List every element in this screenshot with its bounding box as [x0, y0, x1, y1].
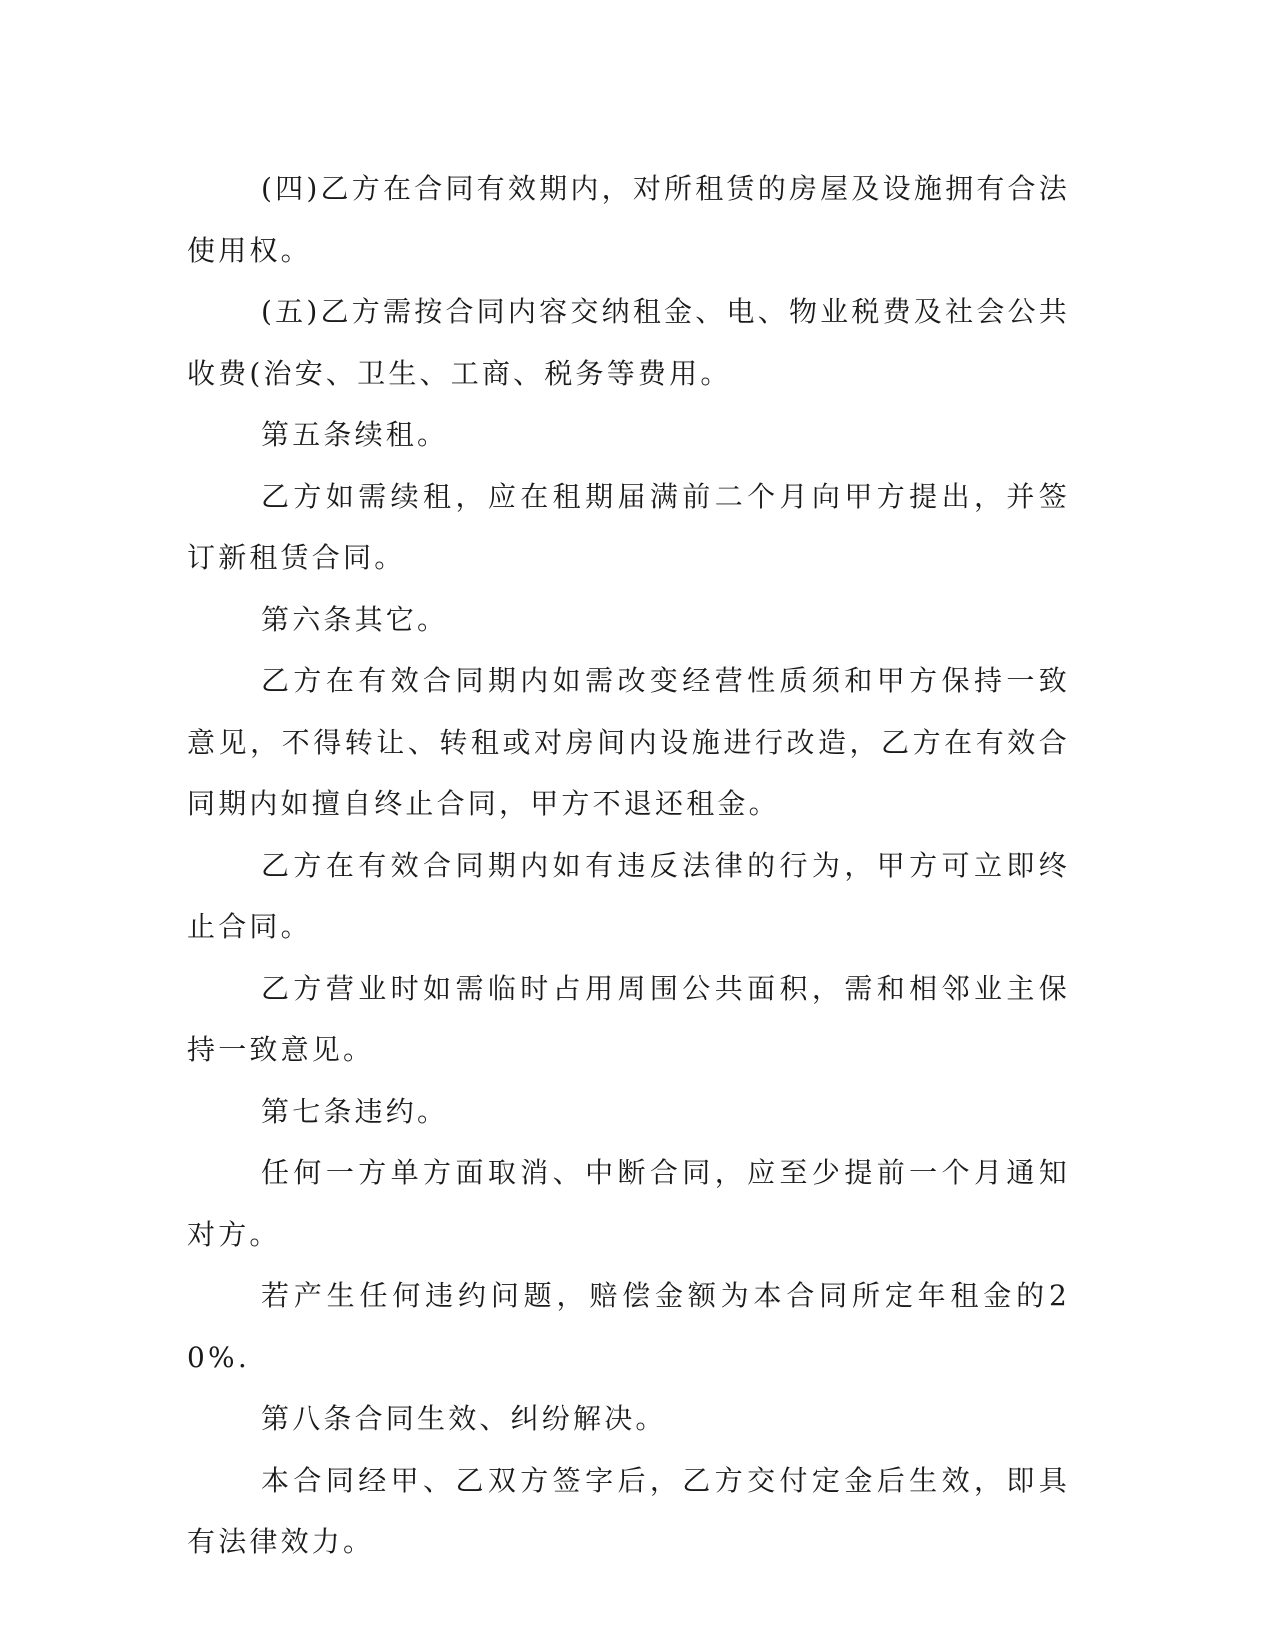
- compensation-paragraph: 若产生任何违约问题，赔偿金额为本合同所定年租金的20%.: [187, 1279, 1070, 1374]
- law-violation-paragraph: 乙方在有效合同期内如有违反法律的行为，甲方可立即终止合同。: [187, 848, 1070, 943]
- cancellation-paragraph: 任何一方单方面取消、中断合同，应至少提前一个月通知对方。: [187, 1156, 1070, 1251]
- article-7-heading: 第七条违约。: [261, 1094, 449, 1128]
- public-area-paragraph: 乙方营业时如需临时占用周围公共面积，需和相邻业主保持一致意见。: [187, 971, 1070, 1066]
- article-8-heading: 第八条合同生效、纠纷解决。: [261, 1402, 667, 1435]
- document-body: [187, 158, 1070, 1573]
- renewal-paragraph: 乙方如需续租，应在租期届满前二个月向甲方提出，并签订新租赁合同。: [187, 479, 1070, 574]
- business-change-paragraph: 乙方在有效合同期内如需改变经营性质须和甲方保持一致意见，不得转让、转租或对房间内设施进行改造，乙方在有效合同期内如擅自终止合同，甲方不退还租金。: [187, 664, 1070, 820]
- clause-4-paragraph: (四)乙方在合同有效期内，对所租赁的房屋及设施拥有合法使用权。: [187, 172, 1070, 267]
- effectiveness-paragraph: 本合同经甲、乙双方签字后，乙方交付定金后生效，即具有法律效力。: [187, 1463, 1070, 1558]
- clause-5-paragraph: (五)乙方需按合同内容交纳租金、电、物业税费及社会公共收费(治安、卫生、工商、税务等费用。: [187, 295, 1070, 390]
- article-5-heading: 第五条续租。: [261, 418, 449, 451]
- article-6-heading: 第六条其它。: [261, 602, 449, 636]
